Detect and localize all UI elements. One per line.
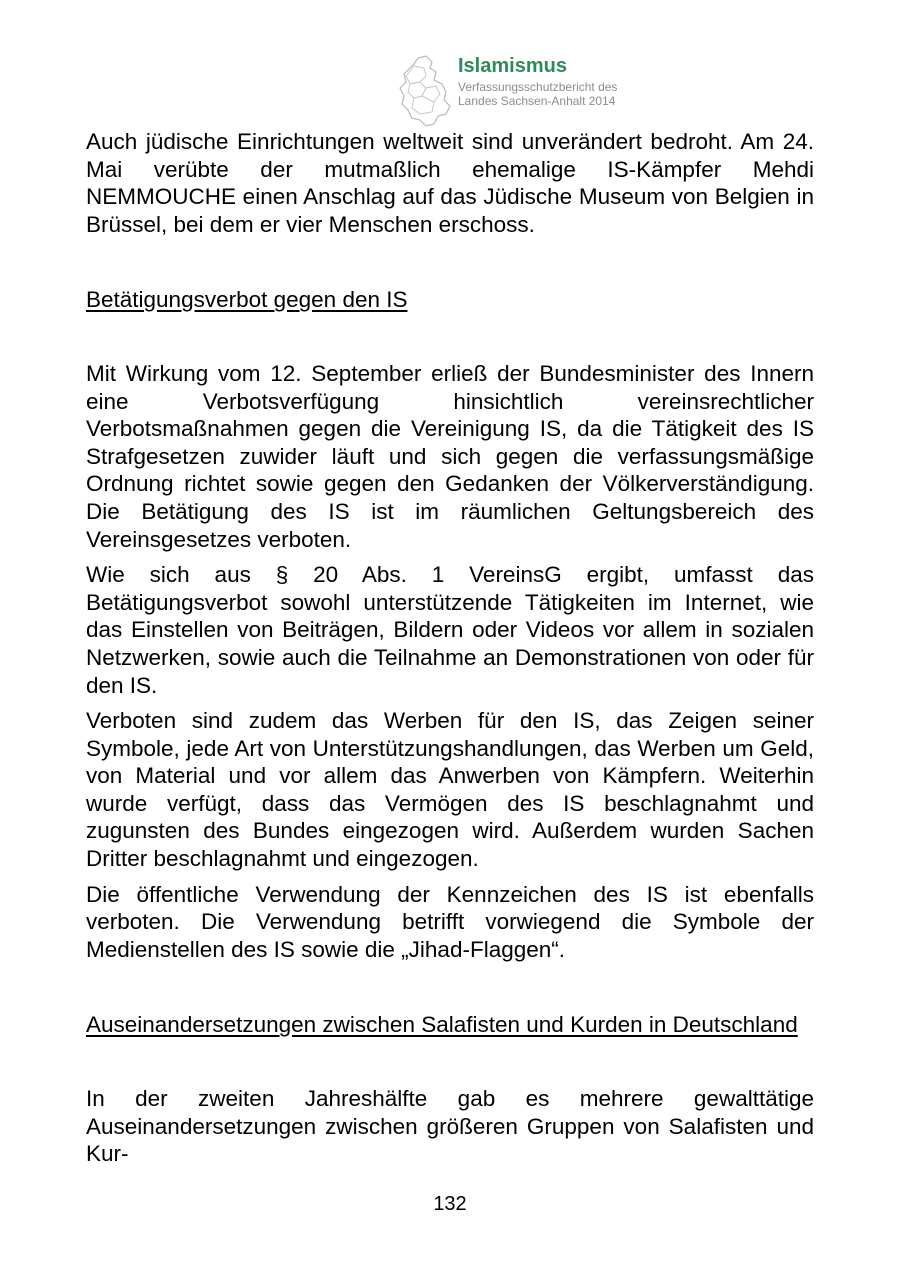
sachsen-anhalt-map-icon: [396, 54, 458, 130]
paragraph-jahreshaelfte: In der zweiten Jahreshälfte gab es mehrere gewalttätige Auseinandersetzungen zwischen größeren Gruppen von Salafisten und Kur-: [86, 1086, 814, 1167]
section-heading-betaetigungsverbot: Betätigungsverbot gegen den IS: [86, 287, 408, 313]
page-body: [86, 128, 814, 1168]
header-subtitle-line2: Landes Sachsen-Anhalt 2014: [458, 94, 616, 108]
section-heading-auseinandersetzungen: Auseinandersetzungen zwischen Salafisten und Kurden in Deutschland: [86, 1012, 798, 1038]
paragraph-vereinsg: Wie sich aus § 20 Abs. 1 VereinsG ergibt, umfasst das Betätigungsverbot sowohl unterstützende Tätigkeiten im Internet, wie das Einstellen von Beiträgen, Bildern oder Videos vor allem in sozialen Netzwerken, sowie auch die Teilnahme an Demonstrationen von oder für den IS.: [86, 562, 814, 698]
page-number: 132: [433, 1193, 467, 1215]
header-title: Islamismus: [458, 55, 567, 77]
page-header: [396, 50, 656, 130]
paragraph-werbeverbot: Verboten sind zudem das Werben für den IS, das Zeigen seiner Symbole, jede Art von Unterstützungshandlungen, das Werben um Geld, von Material und vor allem das Anwerben von Kämpfern. Weiterhin wurde verfügt, dass das Vermögen des IS beschlagnahmt und zugunsten des Bundes eingezogen wird. Außerdem wurden Sachen Dritter beschlagnahmt und eingezogen.: [86, 708, 814, 872]
header-subtitle-line1: Verfassungsschutzbericht des: [458, 80, 618, 94]
paragraph-verbotsverfuegung: Mit Wirkung vom 12. September erließ der Bundesminister des Innern eine Verbotsverfügung hinsichtlich vereinsrechtlicher Verbotsmaßnahmen gegen die Vereinigung IS, da die Tätigkeit des IS Strafgesetzen zuwider läuft und sich gegen die verfassungsmäßige Ordnung richtet sowie gegen den Gedanken der Völkerverständigung. Die Betätigung des IS ist im räumlichen Geltungsbereich des Vereinsgesetzes verboten.: [86, 360, 814, 552]
paragraph-intro: Auch jüdische Einrichtungen weltweit sind unverändert bedroht. Am 24. Mai verübte der mutmaßlich ehemalige IS-Kämpfer Mehdi NEMMOUCHE einen Anschlag auf das Jüdische Museum von Belgien in Brüssel, bei dem er vier Menschen erschoss.: [86, 129, 814, 237]
paragraph-kennzeichen: Die öffentliche Verwendung der Kennzeichen des IS ist ebenfalls verboten. Die Verwendung betrifft vorwiegend die Symbole der Medienstellen des IS sowie die „Jihad-Flaggen“.: [86, 881, 814, 962]
